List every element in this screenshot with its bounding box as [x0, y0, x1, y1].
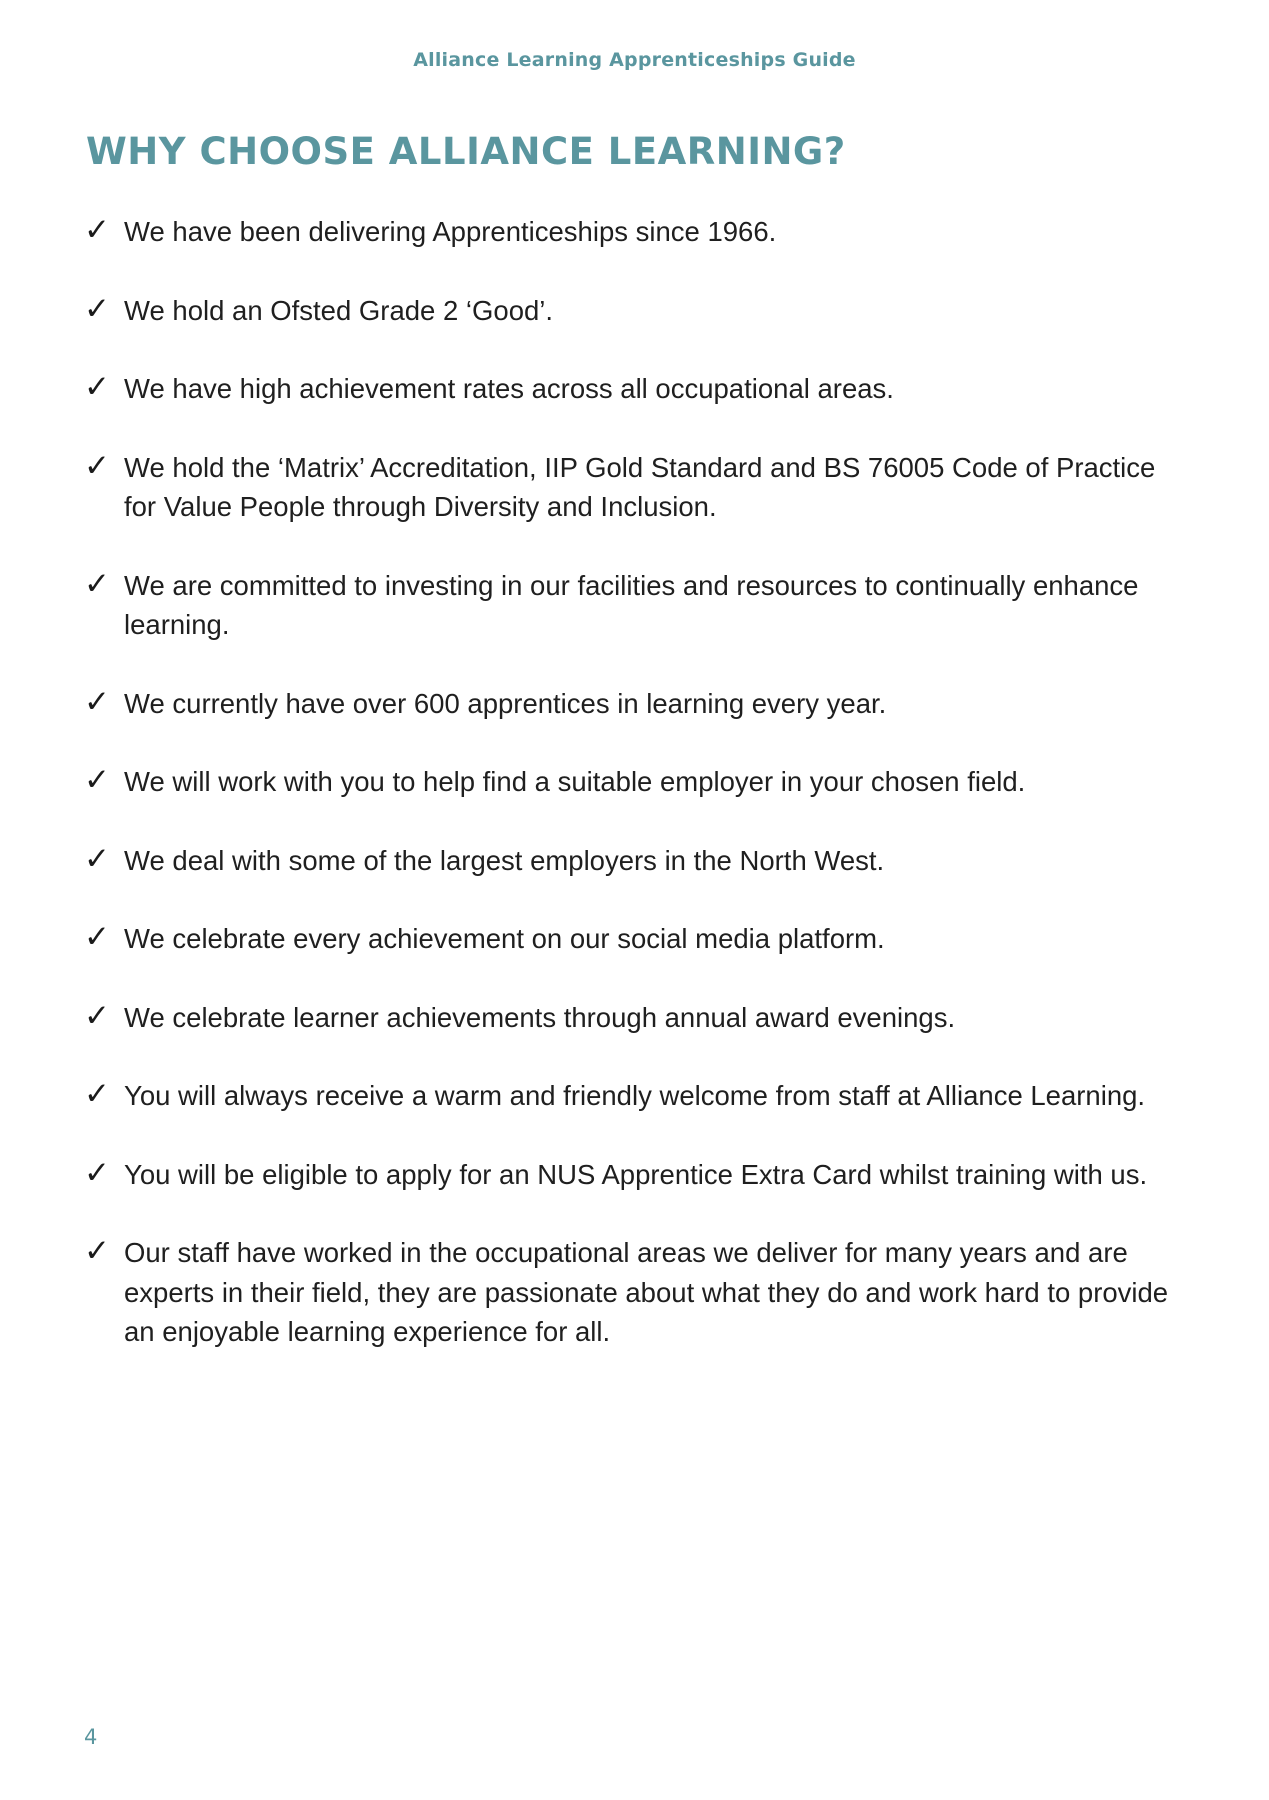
list-item-text: We celebrate every achievement on our social media platform. — [124, 923, 885, 954]
list-item — [84, 1076, 1194, 1116]
check-icon: ✓ — [84, 762, 110, 798]
list-item — [84, 1155, 1194, 1195]
check-icon: ✓ — [84, 290, 110, 327]
list-item — [84, 291, 1194, 331]
list-item-text: We deal with some of the largest employers in the North West. — [124, 844, 885, 876]
check-icon: ✓ — [84, 1154, 110, 1191]
check-icon: ✓ — [84, 840, 110, 877]
check-icon: ✓ — [84, 212, 110, 248]
list-item-text: You will be eligible to apply for an NUS Apprentice Extra Card whilst training with us. — [124, 1158, 1148, 1190]
list-item-text: We have been delivering Apprenticeships since 1966. — [124, 216, 777, 247]
list-item — [84, 762, 1194, 802]
check-icon: ✓ — [84, 369, 110, 405]
list-item — [84, 369, 1194, 409]
check-icon: ✓ — [84, 997, 110, 1034]
page-number: 4 — [84, 1725, 98, 1749]
check-icon: ✓ — [84, 1076, 110, 1112]
check-icon: ✓ — [84, 919, 110, 955]
list-item-text: We hold an Ofsted Grade 2 ‘Good’. — [124, 294, 554, 326]
list-item-text: You will always receive a warm and friendly welcome from staff at Alliance Learning. — [124, 1080, 1146, 1111]
list-item — [84, 684, 1194, 724]
page-title: WHY CHOOSE ALLIANCE LEARNING? — [86, 130, 846, 173]
list-item-text: We hold the ‘Matrix’ Accreditation, IIP Gold Standard and BS 76005 Code of Practice for Value People through Diversity and Inclusion. — [124, 451, 1156, 522]
check-icon: ✓ — [84, 565, 110, 602]
list-item — [84, 566, 1194, 645]
check-icon: ✓ — [84, 683, 110, 720]
list-item — [84, 841, 1194, 881]
running-header: Alliance Learning Apprenticeships Guide — [413, 49, 856, 71]
list-item-text: We have high achievement rates across all occupational areas. — [124, 373, 894, 404]
list-item — [84, 1233, 1194, 1352]
list-item — [84, 448, 1194, 527]
check-icon: ✓ — [84, 447, 110, 484]
list-item-text: We are committed to investing in our facilities and resources to continually enhance learning. — [124, 569, 1139, 640]
list-item — [84, 919, 1194, 959]
list-item-text: Our staff have worked in the occupational areas we deliver for many years and are experts in their field, they are passionate about what they do and work hard to provide an enjoyable learning experience for all. — [124, 1237, 1169, 1347]
list-item-text: We celebrate learner achievements through annual award evenings. — [124, 1001, 956, 1033]
benefit-list — [84, 212, 1194, 1391]
list-item — [84, 998, 1194, 1038]
list-item-text: We will work with you to help find a suitable employer in your chosen field. — [124, 766, 1026, 797]
list-item — [84, 212, 1194, 252]
list-item-text: We currently have over 600 apprentices in learning every year. — [124, 687, 887, 719]
check-icon: ✓ — [84, 1233, 110, 1269]
